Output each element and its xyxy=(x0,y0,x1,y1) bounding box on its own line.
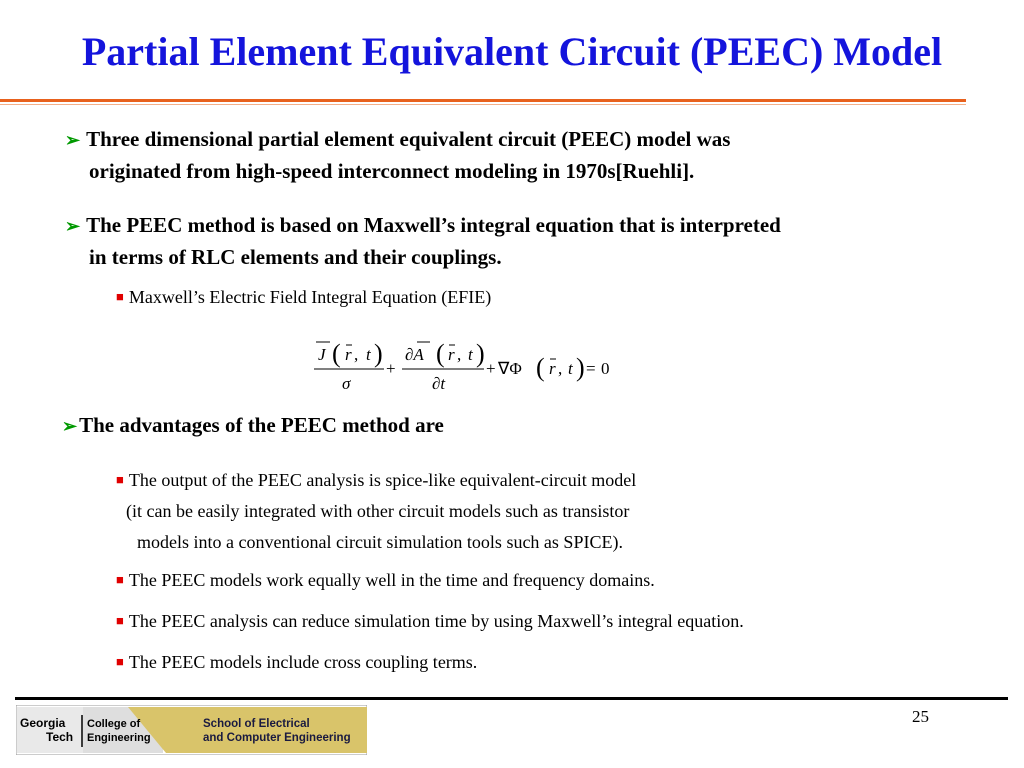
advantage-1-line-2: (it can be easily integrated with other circuit models such as transistor xyxy=(126,501,630,521)
eq-paren-close: ) xyxy=(476,339,485,368)
square-bullet-icon: ■ xyxy=(116,572,124,587)
eq-sigma: σ xyxy=(342,374,351,393)
eq-paren-close: ) xyxy=(374,339,383,368)
eq-equals: = xyxy=(586,359,596,378)
advantage-2-text: The PEEC models work equally well in the time and frequency domains. xyxy=(128,570,655,590)
eq-r: r xyxy=(345,345,352,364)
footer-rule xyxy=(15,697,1008,700)
square-bullet-icon: ■ xyxy=(116,289,124,304)
title-underline-secondary xyxy=(0,104,966,105)
square-bullet-icon: ■ xyxy=(116,472,124,487)
advantage-2 xyxy=(116,569,655,591)
logo-school-1: School of Electrical xyxy=(203,718,310,730)
eq-plus-1: + xyxy=(386,359,396,378)
eq-r: r xyxy=(549,359,556,378)
eq-paren-close: ) xyxy=(576,353,585,382)
advantage-1 xyxy=(116,464,636,558)
advantage-3-text: The PEEC analysis can reduce simulation time by using Maxwell’s integral equation. xyxy=(128,611,744,631)
eq-comma: , xyxy=(354,345,359,364)
advantage-1-line-3: models into a conventional circuit simulation tools such as SPICE). xyxy=(137,532,623,552)
bullet-2-line-1: The PEEC method is based on Maxwell’s integral equation that is interpreted xyxy=(86,213,781,237)
efie-label: Maxwell’s Electric Field Integral Equation (EFIE) xyxy=(128,287,492,307)
efie-equation xyxy=(312,336,622,400)
logo-college-1: College of xyxy=(87,718,141,730)
eq-t: t xyxy=(366,345,371,364)
title-underline xyxy=(0,99,966,102)
arrow-bullet-icon: ➢ xyxy=(62,416,78,436)
logo-tech: Tech xyxy=(46,730,74,744)
square-bullet-icon: ■ xyxy=(116,654,124,669)
eq-t: t xyxy=(468,345,473,364)
bullet-2 xyxy=(65,210,781,273)
eq-grad-phi: ∇Φ xyxy=(498,359,522,378)
eq-paren-open: ( xyxy=(536,353,545,382)
eq-partial-A: ∂A xyxy=(405,345,424,364)
arrow-bullet-icon: ➢ xyxy=(65,216,81,236)
bullet-3 xyxy=(62,410,444,442)
georgia-tech-ece-logo xyxy=(16,705,367,755)
logo-college-2: Engineering xyxy=(87,732,151,744)
eq-paren-open: ( xyxy=(436,339,445,368)
efie-sub-bullet xyxy=(116,286,491,308)
bullet-1-line-1: Three dimensional partial element equivalent circuit (PEEC) model was xyxy=(86,127,731,151)
advantage-1-line-1: The output of the PEEC analysis is spice-like equivalent-circuit model xyxy=(128,470,637,490)
advantage-4 xyxy=(116,651,477,673)
eq-partial-t: ∂t xyxy=(432,374,446,393)
bullet-1-line-2: originated from high-speed interconnect modeling in 1970s[Ruehli]. xyxy=(89,159,695,183)
slide-title: Partial Element Equivalent Circuit (PEEC) Model xyxy=(81,29,943,74)
eq-r: r xyxy=(448,345,455,364)
arrow-bullet-icon: ➢ xyxy=(65,130,81,150)
eq-comma: , xyxy=(457,345,462,364)
eq-paren-open: ( xyxy=(332,339,341,368)
eq-comma: , xyxy=(558,359,563,378)
advantage-4-text: The PEEC models include cross coupling terms. xyxy=(128,652,478,672)
bullet-2-line-2: in terms of RLC elements and their couplings. xyxy=(89,245,502,269)
bullet-1 xyxy=(65,124,730,187)
eq-plus-2: + xyxy=(486,359,496,378)
bullet-3-text: The advantages of the PEEC method are xyxy=(79,413,444,437)
page-number: 25 xyxy=(912,707,929,726)
advantage-3 xyxy=(116,610,744,632)
logo-school-2: and Computer Engineering xyxy=(203,732,351,744)
eq-J: J xyxy=(318,345,326,364)
logo-georgia: Georgia xyxy=(20,716,66,730)
square-bullet-icon: ■ xyxy=(116,613,124,628)
eq-zero: 0 xyxy=(601,359,610,378)
eq-t: t xyxy=(568,359,573,378)
